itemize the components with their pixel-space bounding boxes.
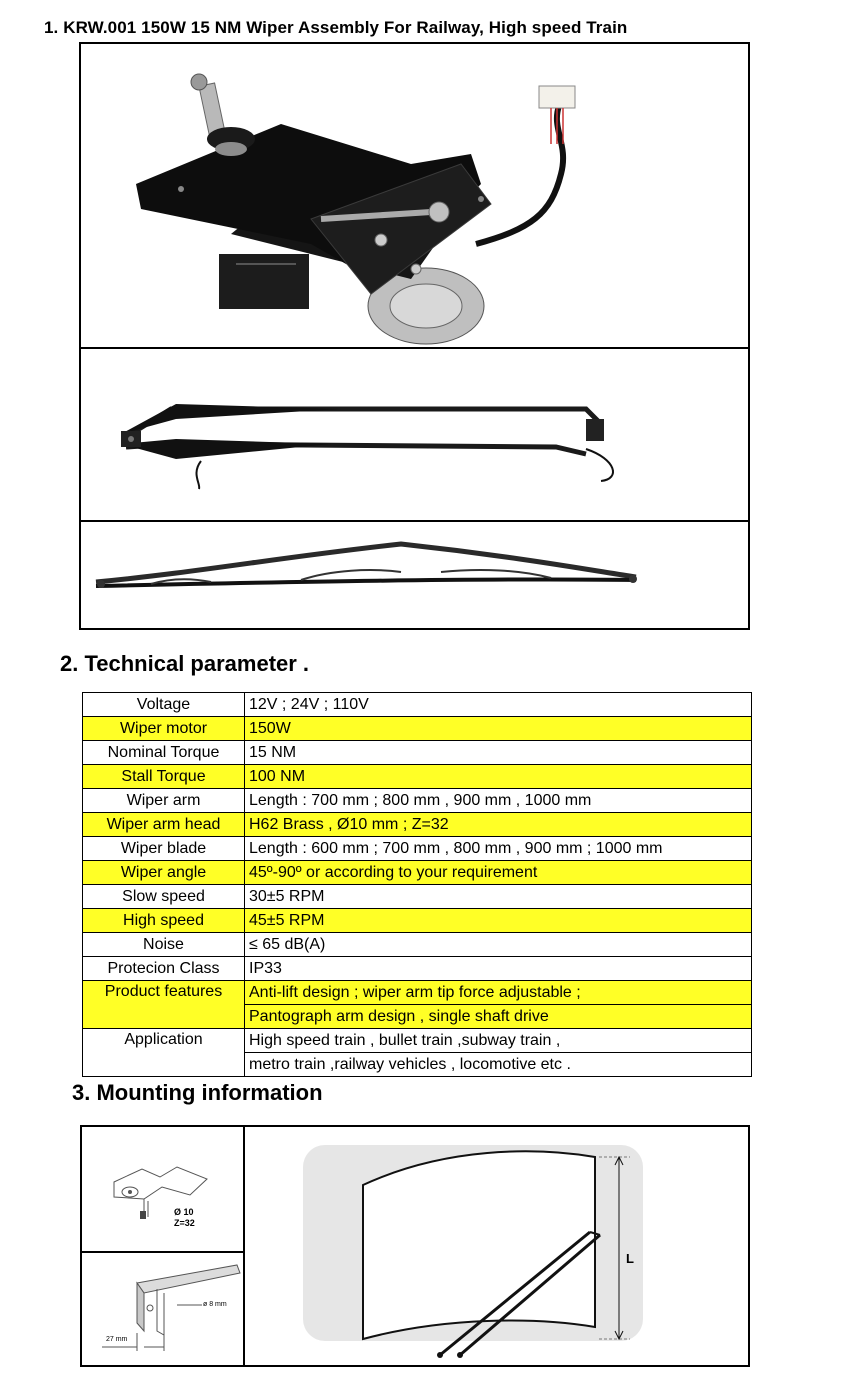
wiper-motor-photo <box>81 44 748 349</box>
blade-mount-diagram <box>82 1253 245 1365</box>
param-name: Nominal Torque <box>83 741 245 765</box>
product-photos <box>79 42 750 630</box>
table-row <box>83 789 752 813</box>
param-value: Length : 600 mm ; 700 mm , 800 mm , 900 mm ; 1000 mm <box>245 837 752 861</box>
param-name: Noise <box>83 933 245 957</box>
section2-title: 2. Technical parameter . <box>60 651 310 676</box>
param-name: Wiper angle <box>83 861 245 885</box>
param-value: 45±5 RPM <box>245 909 752 933</box>
table-row <box>83 813 752 837</box>
param-value: H62 Brass , Ø10 mm ; Z=32 <box>245 813 752 837</box>
table-row <box>83 957 752 981</box>
param-value: 30±5 RPM <box>245 885 752 909</box>
param-value: Length : 700 mm ; 800 mm , 900 mm , 1000 mm <box>245 789 752 813</box>
section3-title: 3. Mounting information <box>72 1080 323 1105</box>
head-diameter-label: Ø 10 <box>174 1207 194 1217</box>
param-name: Wiper motor <box>83 717 245 741</box>
wiper-arm-photo <box>81 349 748 522</box>
param-name: Wiper arm <box>83 789 245 813</box>
table-row <box>83 741 752 765</box>
table-row <box>83 885 752 909</box>
technical-parameter-table <box>82 692 752 1077</box>
param-name: Voltage <box>83 693 245 717</box>
table-row-features <box>83 981 752 1005</box>
param-name: High speed <box>83 909 245 933</box>
features-line2: Pantograph arm design , single shaft drive <box>245 1005 752 1029</box>
table-row <box>83 933 752 957</box>
head-z-label: Z=32 <box>174 1218 195 1228</box>
table-row-application <box>83 1029 752 1053</box>
features-line1: Anti-lift design ; wiper arm tip force adjustable ; <box>245 981 752 1005</box>
param-value: 100 NM <box>245 765 752 789</box>
features-key: Product features <box>83 981 245 1029</box>
param-value: ≤ 65 dB(A) <box>245 933 752 957</box>
param-value: IP33 <box>245 957 752 981</box>
width-label: 27 mm <box>106 1336 128 1343</box>
wiper-blade-photo <box>81 522 748 630</box>
param-value: 45º-90º or according to your requirement <box>245 861 752 885</box>
table-row <box>83 765 752 789</box>
table-row <box>83 837 752 861</box>
param-name: Wiper arm head <box>83 813 245 837</box>
section1-title: 1. KRW.001 150W 15 NM Wiper Assembly For Railway, High speed Train <box>44 18 628 37</box>
param-name: Wiper blade <box>83 837 245 861</box>
param-value: 15 NM <box>245 741 752 765</box>
mounting-diagram <box>80 1125 750 1367</box>
param-value: 12V ; 24V ; 110V <box>245 693 752 717</box>
table-row <box>83 693 752 717</box>
hole-size-label: ø 8 mm <box>203 1301 227 1308</box>
table-row <box>83 861 752 885</box>
param-name: Protecion Class <box>83 957 245 981</box>
arm-head-diagram <box>82 1127 245 1253</box>
table-row <box>83 717 752 741</box>
application-line1: High speed train , bullet train ,subway train , <box>245 1029 752 1053</box>
param-name: Stall Torque <box>83 765 245 789</box>
param-value: 150W <box>245 717 752 741</box>
length-label: L <box>626 1251 634 1266</box>
application-line2: metro train ,railway vehicles , locomotive etc . <box>245 1053 752 1077</box>
application-key: Application <box>83 1029 245 1077</box>
windshield-diagram <box>245 1127 748 1365</box>
param-name: Slow speed <box>83 885 245 909</box>
table-row <box>83 909 752 933</box>
